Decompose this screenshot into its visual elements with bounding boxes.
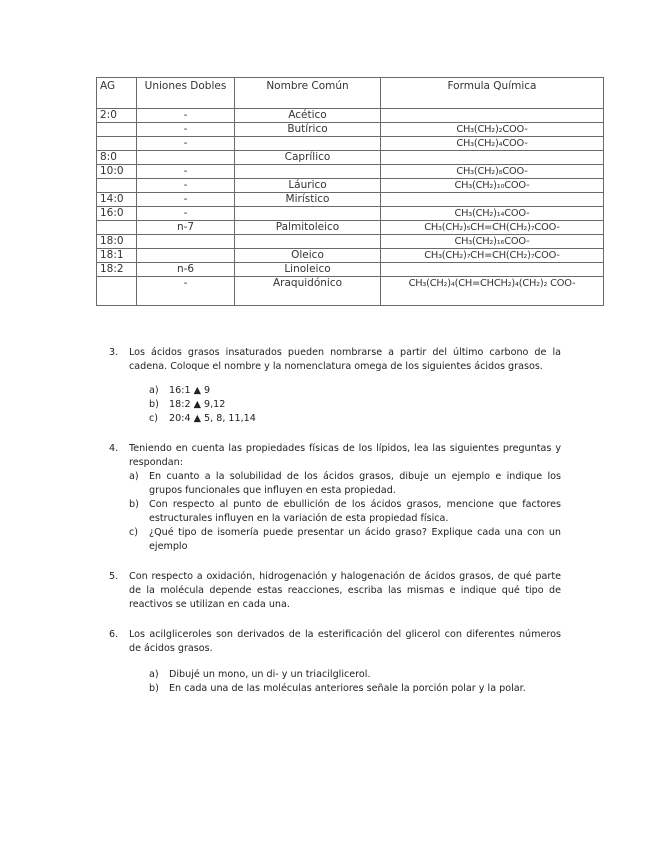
question-text: Los ácidos grasos insaturados pueden nombrarse a partir del último carbono de la cadena. Coloque el nombre y la nomenclatura omega de los siguientes ácidos grasos. bbox=[129, 347, 561, 372]
table-row bbox=[97, 207, 604, 221]
cell-common-name: Acético bbox=[235, 109, 381, 123]
cell-formula: CH₃(CH₂)₅CH=CH(CH₂)₇COO- bbox=[381, 221, 604, 235]
cell-double-bonds bbox=[137, 249, 235, 263]
list-item bbox=[129, 526, 561, 554]
item-text: Dibujé un mono, un di- y un triacilglicerol. bbox=[169, 669, 371, 680]
fatty-acids-table bbox=[96, 77, 604, 306]
cell-ag: 8:0 bbox=[97, 151, 137, 165]
cell-double-bonds: - bbox=[137, 207, 235, 221]
table-row bbox=[97, 277, 604, 306]
cell-formula: CH₃(CH₂)₇CH=CH(CH₂)₇COO- bbox=[381, 249, 604, 263]
cell-ag bbox=[97, 123, 137, 137]
cell-double-bonds: - bbox=[137, 165, 235, 179]
item-label: b) bbox=[149, 683, 159, 694]
question-number: 4. bbox=[109, 443, 119, 454]
cell-common-name: Láurico bbox=[235, 179, 381, 193]
cell-double-bonds: n-6 bbox=[137, 263, 235, 277]
table-row bbox=[97, 193, 604, 207]
question-4 bbox=[109, 442, 561, 554]
question-text: Los acilgliceroles son derivados de la esterificación del glicerol con diferentes números de ácidos grasos. bbox=[129, 629, 561, 654]
cell-formula bbox=[381, 193, 604, 207]
cell-common-name: Linoleico bbox=[235, 263, 381, 277]
cell-formula bbox=[381, 151, 604, 165]
item-text: En cada una de las moléculas anteriores señale la porción polar y la polar. bbox=[169, 683, 526, 694]
item-label: a) bbox=[129, 471, 139, 482]
cell-formula: CH₃(CH₂)₁₀COO- bbox=[381, 179, 604, 193]
cell-common-name: Caprílico bbox=[235, 151, 381, 165]
table-row bbox=[97, 151, 604, 165]
cell-formula bbox=[381, 109, 604, 123]
cell-formula bbox=[381, 263, 604, 277]
cell-ag bbox=[97, 137, 137, 151]
question-number: 6. bbox=[109, 629, 119, 640]
list-item bbox=[149, 682, 561, 696]
cell-common-name bbox=[235, 207, 381, 221]
table-row bbox=[97, 109, 604, 123]
item-text: 16:1 ▲ 9 bbox=[169, 385, 211, 396]
item-text: 18:2 ▲ 9,12 bbox=[169, 399, 226, 410]
question-items bbox=[149, 668, 561, 696]
item-label: b) bbox=[129, 499, 139, 510]
cell-formula: CH₃(CH₂)₄COO- bbox=[381, 137, 604, 151]
table-header-row bbox=[97, 78, 604, 109]
cell-double-bonds bbox=[137, 151, 235, 165]
cell-ag: 16:0 bbox=[97, 207, 137, 221]
cell-ag: 18:0 bbox=[97, 235, 137, 249]
item-label: b) bbox=[149, 399, 159, 410]
cell-ag bbox=[97, 221, 137, 235]
item-label: c) bbox=[129, 527, 139, 538]
list-item bbox=[149, 668, 561, 682]
table-row bbox=[97, 221, 604, 235]
question-text: Teniendo en cuenta las propiedades físicas de los lípidos, lea las siguientes preguntas y respondan: bbox=[129, 443, 561, 468]
question-items bbox=[129, 470, 561, 554]
list-item bbox=[149, 412, 561, 426]
item-label: a) bbox=[149, 669, 159, 680]
cell-formula: CH₃(CH₂)₂COO- bbox=[381, 123, 604, 137]
item-text: 20:4 ▲ 5, 8, 11,14 bbox=[169, 413, 256, 424]
cell-common-name: Butírico bbox=[235, 123, 381, 137]
table-row bbox=[97, 179, 604, 193]
question-3 bbox=[109, 346, 561, 426]
cell-double-bonds: - bbox=[137, 123, 235, 137]
question-items bbox=[149, 384, 561, 426]
list-item bbox=[149, 398, 561, 412]
cell-common-name: Araquidónico bbox=[235, 277, 381, 306]
cell-double-bonds: - bbox=[137, 109, 235, 123]
item-label: c) bbox=[149, 413, 159, 424]
cell-ag: 14:0 bbox=[97, 193, 137, 207]
cell-common-name: Oleico bbox=[235, 249, 381, 263]
list-item bbox=[149, 384, 561, 398]
cell-formula: CH₃(CH₂)₁₄COO- bbox=[381, 207, 604, 221]
question-number: 5. bbox=[109, 571, 119, 582]
cell-formula: CH₃(CH₂)₄(CH=CHCH₂)₄(CH₂)₂ COO- bbox=[381, 277, 604, 306]
cell-double-bonds: - bbox=[137, 277, 235, 306]
header-ag: AG bbox=[97, 78, 137, 109]
table-row bbox=[97, 137, 604, 151]
cell-double-bonds bbox=[137, 235, 235, 249]
header-double-bonds: Uniones Dobles bbox=[137, 78, 235, 109]
question-text: Con respecto a oxidación, hidrogenación y halogenación de ácidos grasos, de qué parte de la molécula depende estas reacciones, escriba las mismas e indique qué tipo de reactivos se utilizan en cada una. bbox=[129, 571, 561, 610]
list-item bbox=[129, 470, 561, 498]
header-chemical-formula: Formula Química bbox=[381, 78, 604, 109]
item-text: Con respecto al punto de ebullición de los ácidos grasos, mencione que factores estructurales influyen en la variación de esta propiedad física. bbox=[149, 499, 561, 524]
cell-ag: 10:0 bbox=[97, 165, 137, 179]
cell-ag bbox=[97, 179, 137, 193]
question-6 bbox=[109, 628, 561, 696]
table-row bbox=[97, 165, 604, 179]
cell-ag: 18:2 bbox=[97, 263, 137, 277]
table-row bbox=[97, 249, 604, 263]
cell-common-name bbox=[235, 165, 381, 179]
cell-ag: 2:0 bbox=[97, 109, 137, 123]
list-item bbox=[129, 498, 561, 526]
item-text: ¿Qué tipo de isomería puede presentar un ácido graso? Explique cada una con un ejemplo bbox=[149, 527, 561, 552]
cell-double-bonds: - bbox=[137, 137, 235, 151]
questions-section bbox=[109, 346, 561, 696]
table-row bbox=[97, 123, 604, 137]
cell-ag bbox=[97, 277, 137, 306]
cell-formula: CH₃(CH₂)₈COO- bbox=[381, 165, 604, 179]
cell-formula: CH₃(CH₂)₁₆COO- bbox=[381, 235, 604, 249]
cell-double-bonds: - bbox=[137, 179, 235, 193]
question-5 bbox=[109, 570, 561, 612]
item-text: En cuanto a la solubilidad de los ácidos grasos, dibuje un ejemplo e indique los grupos funcionales que influyen en esta propiedad. bbox=[149, 471, 561, 496]
question-number: 3. bbox=[109, 347, 119, 358]
cell-ag: 18:1 bbox=[97, 249, 137, 263]
cell-common-name bbox=[235, 137, 381, 151]
item-label: a) bbox=[149, 385, 159, 396]
cell-double-bonds: n-7 bbox=[137, 221, 235, 235]
cell-common-name bbox=[235, 235, 381, 249]
table-row bbox=[97, 235, 604, 249]
cell-common-name: Palmitoleico bbox=[235, 221, 381, 235]
table-row bbox=[97, 263, 604, 277]
header-common-name: Nombre Común bbox=[235, 78, 381, 109]
cell-double-bonds: - bbox=[137, 193, 235, 207]
cell-common-name: Mirístico bbox=[235, 193, 381, 207]
